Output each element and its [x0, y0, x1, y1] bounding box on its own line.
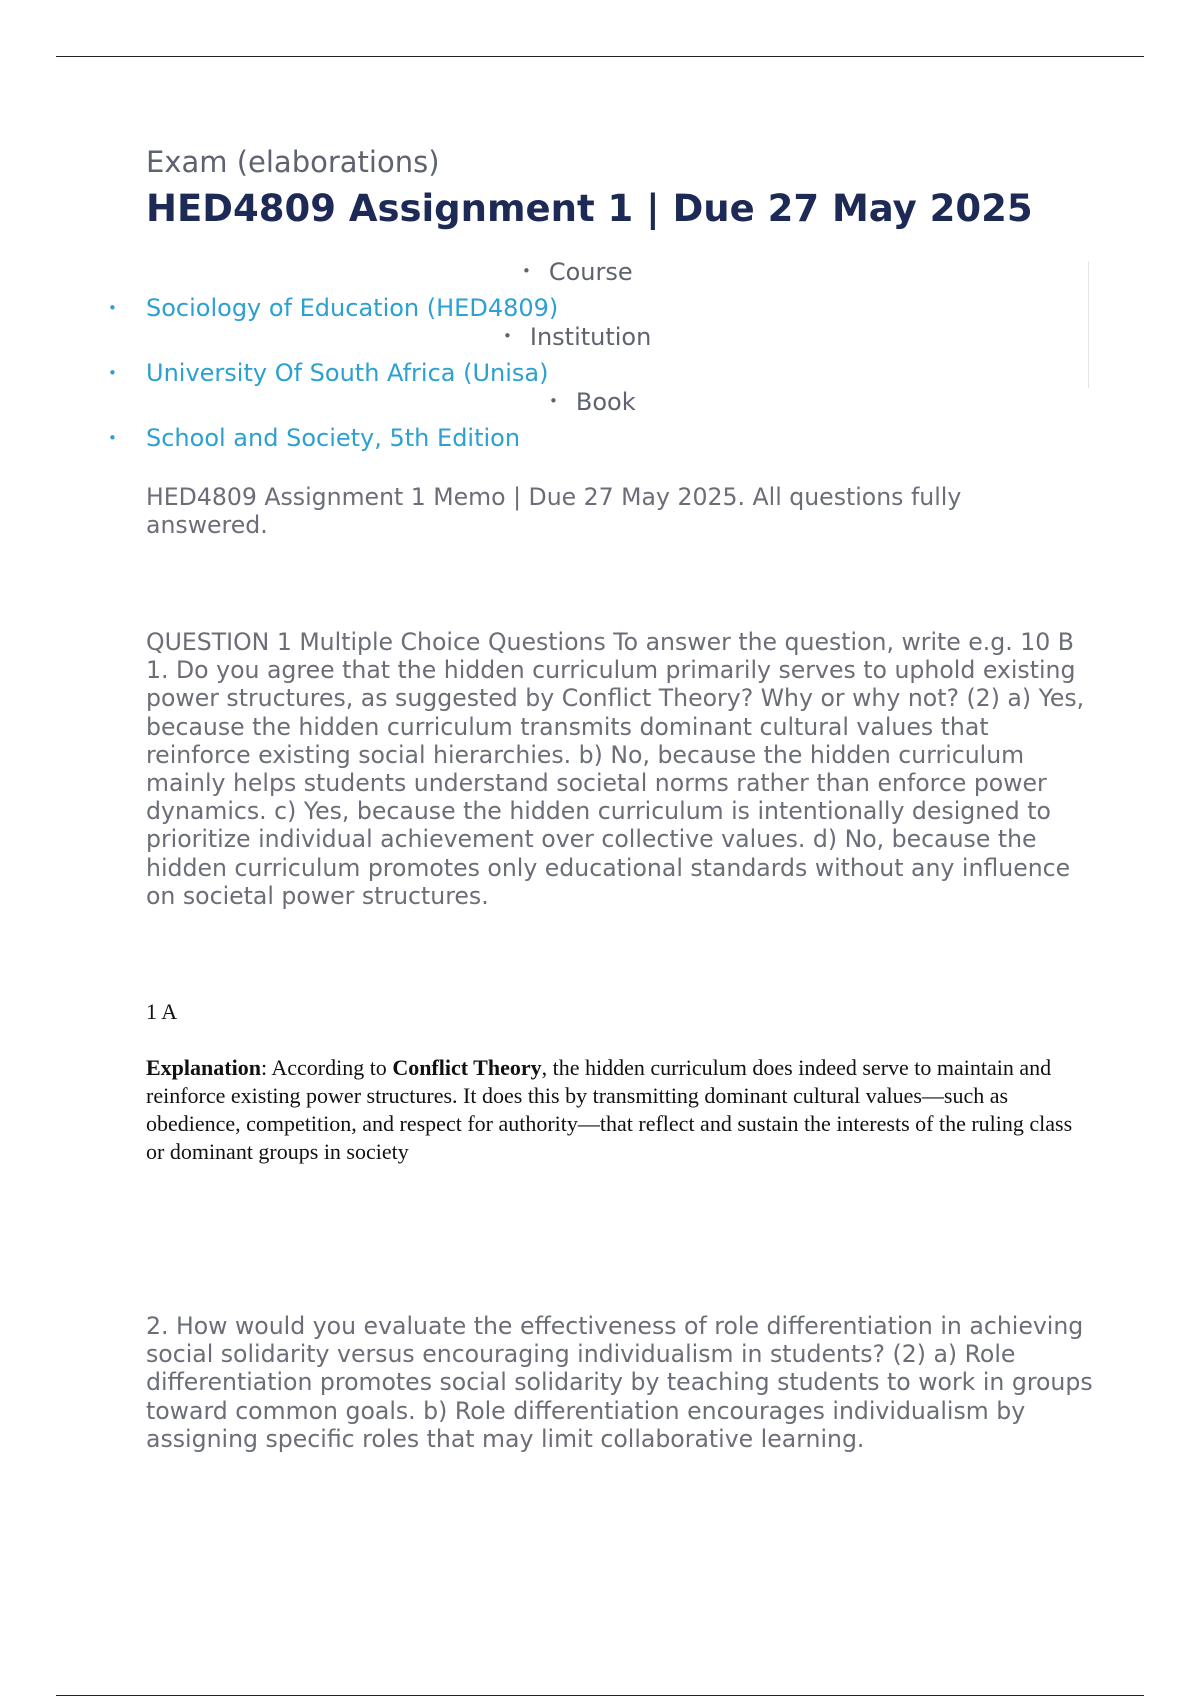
document-summary: HED4809 Assignment 1 Memo | Due 27 May 2025. All questions fully answered. — [146, 483, 962, 540]
book-label: Book — [575, 388, 636, 416]
bullet-icon: • — [108, 299, 117, 317]
book-link[interactable] — [108, 424, 520, 452]
course-link[interactable] — [108, 294, 558, 322]
explanation-text-b: , the hidden curriculum does indeed serve to maintain and reinforce existing power structures. It does this by transmitting dominant cultural values—such as obedience, competition, and respect for authority—that reflect and sustain the interests of the ruling class or dominant groups in society — [146, 1055, 1073, 1164]
bottom-divider — [56, 1695, 1144, 1696]
institution-link-text[interactable]: University Of South Africa (Unisa) — [146, 359, 549, 387]
bullet-icon: • — [108, 429, 117, 447]
question-2-text: 2. How would you evaluate the effectiveness of role differentiation in achieving social solidarity versus encouraging individualism in students? (2) a) Role differentiation promotes social solidarity by teaching students to work in groups toward common goals. b) Role differentiation encourages individualism by assigning specific roles that may limit collaborative learning. — [146, 1312, 1093, 1453]
document-title: HED4809 Assignment 1 | Due 27 May 2025 — [146, 187, 1033, 230]
top-divider — [56, 56, 1144, 57]
book-label-item — [549, 388, 636, 416]
bullet-icon: • — [522, 262, 531, 280]
explanation-label: Explanation — [146, 1055, 261, 1080]
book-link-text[interactable]: School and Society, 5th Edition — [146, 424, 521, 452]
document-type: Exam (elaborations) — [146, 145, 440, 179]
bullet-icon: • — [503, 327, 512, 345]
question-1-text: QUESTION 1 Multiple Choice Questions To answer the question, write e.g. 10 B 1. Do you agree that the hidden curriculum primarily serves to uphold existing power structures, as suggested by Conflict Theory? Why or why not? (2) a) Yes, because the hidden curriculum transmits dominant cultural values that reinforce existing social hierarchies. b) No, because the hidden curriculum mainly helps students understand societal norms rather than enforce power dynamics. c) Yes, because the hidden curriculum is intentionally designed to prioritize individual achievement over collective values. d) No, because the hidden curriculum promotes only educational standards without any influence on societal power structures. — [146, 628, 1085, 910]
question-1-explanation — [146, 1054, 1086, 1166]
course-label: Course — [548, 258, 633, 286]
question-1-answer: 1 A — [146, 999, 178, 1024]
institution-label: Institution — [529, 323, 652, 351]
course-link-text[interactable]: Sociology of Education (HED4809) — [146, 294, 559, 322]
institution-label-item — [503, 323, 651, 351]
explanation-text-a: : According to — [260, 1055, 393, 1080]
institution-link[interactable] — [108, 359, 549, 387]
course-label-item — [522, 258, 633, 286]
explanation-term: Conflict Theory — [392, 1055, 542, 1080]
bullet-icon: • — [108, 364, 117, 382]
sidebar-divider — [1088, 262, 1089, 388]
bullet-icon: • — [549, 392, 558, 410]
